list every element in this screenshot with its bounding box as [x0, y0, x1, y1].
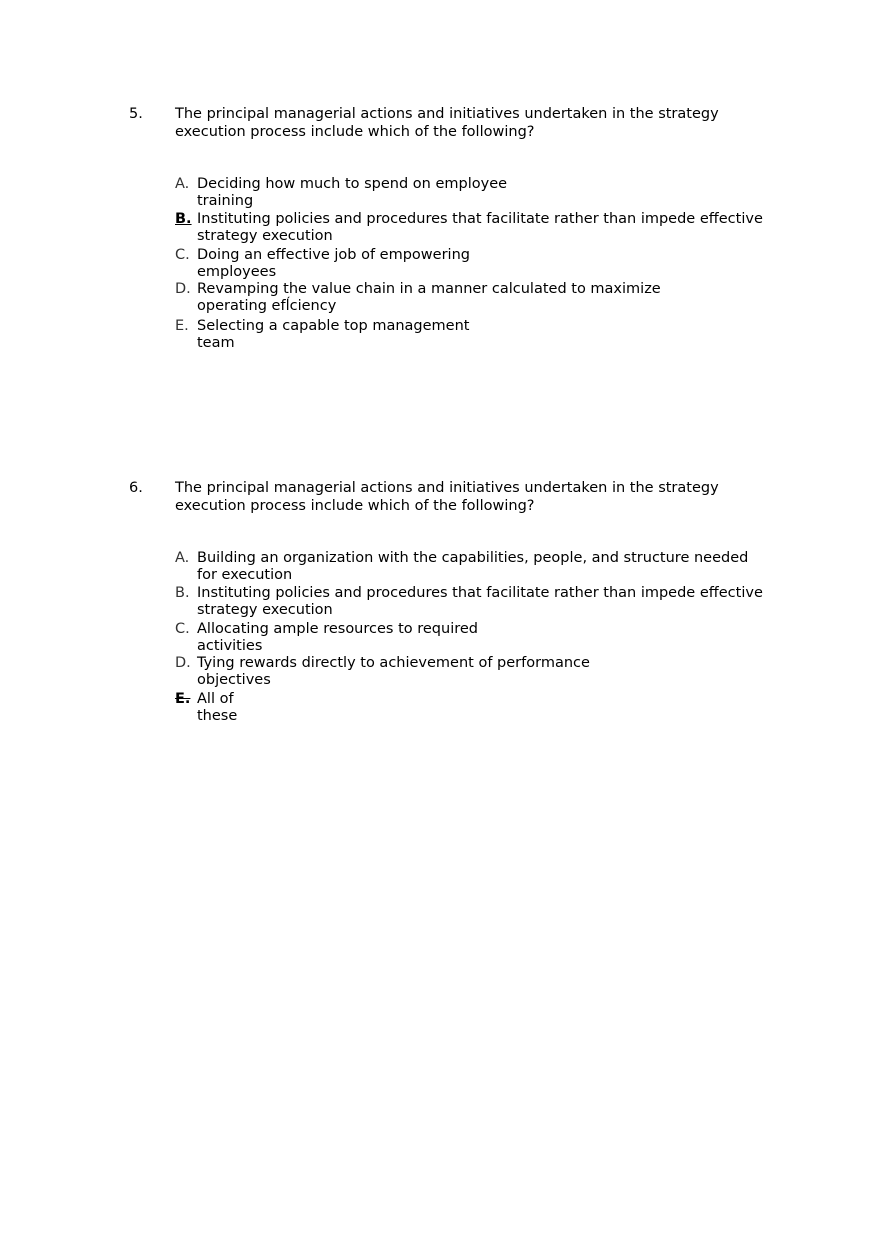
question-stem-line: The principal managerial actions and initiatives undertaken in the strategy — [175, 480, 719, 496]
question-stem-line: execution process include which of the following? — [175, 124, 535, 140]
question-number: 6. — [129, 480, 143, 496]
option-text-line: Tying rewards directly to achievement of performance — [197, 655, 590, 671]
option-text-line: Instituting policies and procedures that facilitate rather than impede effective — [197, 211, 763, 227]
option-letter: D. — [175, 281, 191, 297]
question-stem — [175, 105, 735, 141]
option-text-line: Selecting a capable top management — [197, 318, 470, 334]
option-text-line: operating efĺciency — [197, 298, 337, 314]
question-number: 5. — [129, 106, 143, 122]
option-text-line: these — [197, 708, 238, 724]
option-text-line: Instituting policies and procedures that facilitate rather than impede effective — [197, 585, 763, 601]
option-text-line: Doing an effective job of empowering — [197, 247, 470, 263]
option-text-line: strategy execution — [197, 602, 333, 618]
option-text-line: Building an organization with the capabilities, people, and structure needed — [197, 550, 749, 566]
correct-answer-mark: B. — [175, 211, 192, 227]
option-text-line: Revamping the value chain in a manner calculated to maximize — [197, 281, 661, 297]
option-letter: A. — [175, 550, 190, 566]
option-letter: D. — [175, 655, 191, 671]
option-text-line: team — [197, 335, 235, 351]
option-letter: E. — [175, 318, 189, 334]
question-stem-line: execution process include which of the following? — [175, 498, 535, 514]
option-text-line: employees — [197, 264, 277, 280]
struck-answer-mark: E. — [175, 691, 191, 707]
option-letter: B. — [175, 585, 190, 601]
option-text-line: training — [197, 193, 254, 209]
question-stem-line: The principal managerial actions and initiatives undertaken in the strategy — [175, 106, 719, 122]
option-text-line: activities — [197, 638, 263, 654]
option-text-line: for execution — [197, 567, 293, 583]
question-stem — [175, 479, 735, 515]
option-text-line: Deciding how much to spend on employee — [197, 176, 508, 192]
option-text-line: objectives — [197, 672, 271, 688]
option-letter: C. — [175, 247, 190, 263]
option-text-line: strategy execution — [197, 228, 333, 244]
option-letter: C. — [175, 621, 190, 637]
option-text-line: Allocating ample resources to required — [197, 621, 478, 637]
option-text-line: All of — [197, 691, 234, 707]
option-letter: A. — [175, 176, 190, 192]
